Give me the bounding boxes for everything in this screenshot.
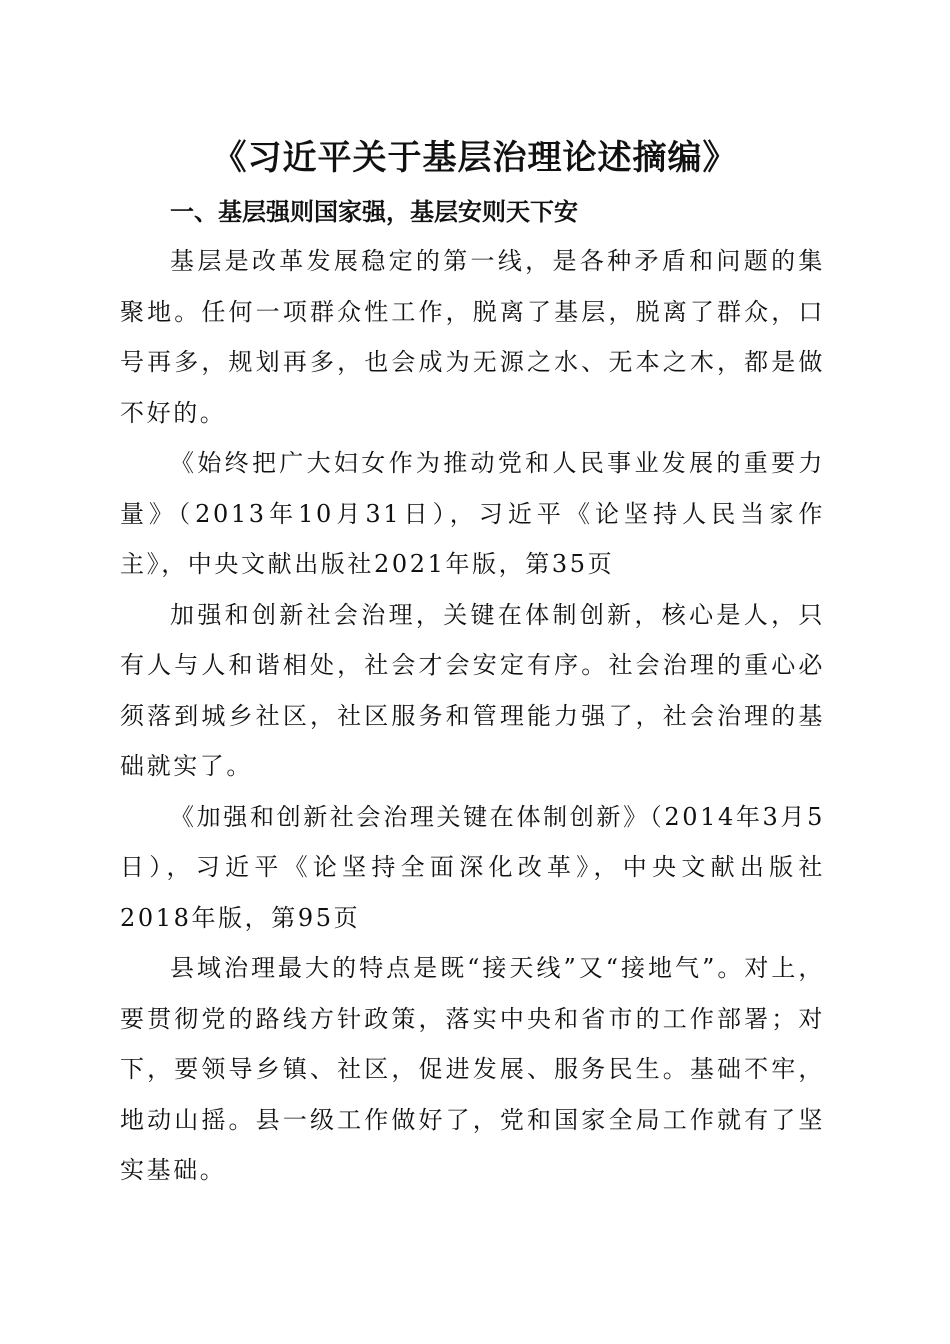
document-title: 《习近平关于基层治理论述摘编》 bbox=[212, 138, 738, 178]
paragraph-source-1: 《始终把广大妇女作为推动党和人民事业发展的重要力量》（2013年10月31日），习近平《论坚持人民当家作主》，中央文献出版社2021年版，第35页 bbox=[120, 449, 825, 578]
paragraph-quote-1: 基层是改革发展稳定的第一线，是各种矛盾和问题的集聚地。任何一项群众性工作，脱离了基层，脱离了群众，口号再多，规划再多，也会成为无源之水、无本之木，都是做不好的。 bbox=[120, 247, 825, 427]
document-body bbox=[120, 236, 825, 1196]
paragraph-source-2: 《加强和创新社会治理关键在体制创新》（2014年3月5日），习近平《论坚持全面深化改革》，中央文献出版社2018年版，第95页 bbox=[120, 802, 825, 932]
paragraph-quote-3: 县域治理最大的特点是既“接天线”又“接地气”。对上，要贯彻党的路线方针政策，落实中央和省市的工作部署；对下，要领导乡镇、社区，促进发展、服务民生。基础不牢，地动山摇。县一级工作做好了，党和国家全局工作就有了坚实基础。 bbox=[120, 954, 825, 1184]
paragraph-quote-2: 加强和创新社会治理，关键在体制创新，核心是人，只有人与人和谐相处，社会才会安定有序。社会治理的重心必须落到城乡社区，社区服务和管理能力强了，社会治理的基础就实了。 bbox=[120, 600, 825, 780]
section-heading: 一、基层强则国家强，基层安则天下安 bbox=[170, 198, 578, 226]
